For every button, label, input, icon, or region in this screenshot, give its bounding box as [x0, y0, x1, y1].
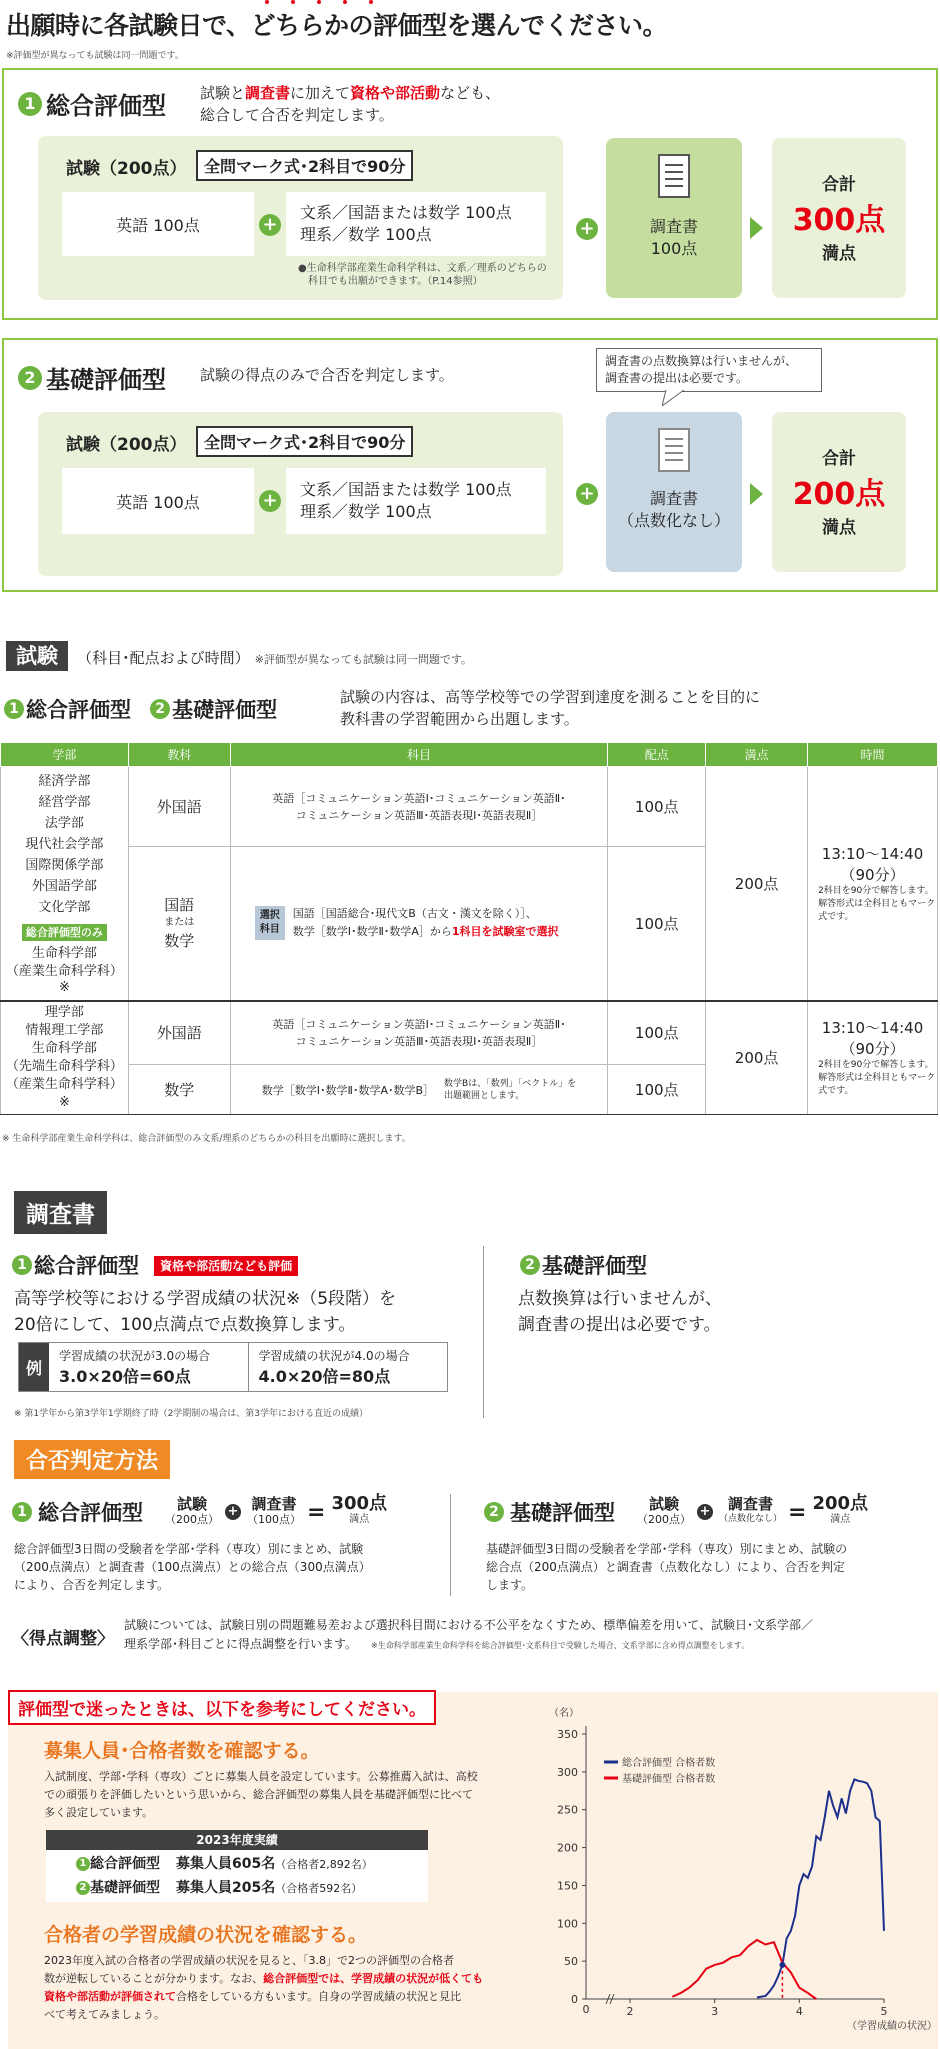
table-header: 教科: [128, 743, 230, 767]
table-header-row: [1, 743, 938, 767]
y-tick-label: 100: [557, 1917, 578, 1931]
table-row: [1, 767, 938, 847]
type1-exam-panel: [38, 136, 563, 300]
y-axis-label: （名）: [549, 1708, 579, 1719]
plus-icon: +: [576, 483, 598, 505]
evaluation-badge: 資格や部活動なども評価: [154, 1256, 298, 1276]
type2-box: [2, 338, 938, 592]
only-type1-badge: 総合評価型のみ: [22, 924, 107, 941]
type2-speech-bubble: 調査書の点数換算は行いませんが、 調査書の提出は必要です。: [596, 348, 822, 392]
faculty-cell-group2: 理学部 情報理工学部 生命科学部 （先端生命科学科） （産業生命科学科）※: [1, 1001, 129, 1115]
type2-heading: [18, 360, 166, 395]
report-type1-description: 高等学校等における学習成績の状況※（5段階）を 20倍にして、100点満点で点数換算します。: [14, 1289, 397, 1335]
type2-number: 2: [18, 366, 42, 390]
type1-report-box: 調査書 100点: [606, 138, 742, 298]
y-tick-label: 250: [557, 1803, 578, 1817]
results-box: [46, 1830, 428, 1902]
table-header: 配点: [608, 743, 706, 767]
report-footnote: ※ 第1学年から第3学年1学期終了時（2学期制の場合は、第3学年における直近の成績）: [14, 1409, 369, 1419]
type2-exam-label: 試験（200点）: [66, 435, 187, 455]
x-tick-label: 3: [711, 2005, 719, 2018]
results-row: 1 総合評価型 募集人員605名（合格者2,892名）: [46, 1850, 428, 1877]
pass-count-chart: [540, 1700, 940, 2049]
subject-category: 数学: [128, 1065, 230, 1115]
table-header: 時間: [808, 743, 938, 767]
type1-exam-label: 試験（200点）: [66, 159, 187, 179]
exam-section-header: 試験 （科目･配点および時間） ※評価型が異なっても試験は同一問題です。: [6, 640, 472, 670]
plus-icon: +: [259, 214, 281, 236]
y-tick-label: 300: [557, 1765, 578, 1779]
type2-report-box: 調査書 （点数化なし）: [606, 412, 742, 572]
points-cell: 100点: [608, 847, 706, 1001]
table-header: 科目: [230, 743, 608, 767]
judge-type1-description: 総合評価型3日間の受験者を学部･学科（専攻）別にまとめ、試験 （200点満点）と調査書（100点満点）との総合点（300点満点） により、合否を判定します。: [14, 1542, 371, 1592]
example-2: 学習成績の状況が4.0の場合 4.0×20倍=80点: [258, 1349, 410, 1386]
type2-total-number: 200点: [792, 477, 886, 512]
page-title: 出願時に各試験日で、どちらかの評価型を選んでください。: [6, 11, 668, 40]
series-line-1: [757, 1779, 884, 1997]
type2-english-box: 英語 100点: [62, 468, 254, 534]
exam-section-description: 試験の内容は、高等学校等での学習到達度を測ることを目的に 教科書の学習範囲から出題します。: [340, 688, 761, 728]
bubble-tail: [662, 390, 692, 408]
x-tick-label: 2: [626, 2005, 634, 2018]
adjust-description: 試験については、試験日別の問題難易差および選択科目間における不公平をなくすため、標準偏差を用いて、試験日･文系学部／ 理系学部･科目ごとに得点調整を行います。 ※生命科学部産業生命科学科を総合評価型･文系科目で受験した場合、文系学部に含め得点調整をします。: [124, 1618, 814, 1651]
table-header: 満点: [706, 743, 808, 767]
type2-exam-panel: [38, 412, 563, 576]
exam-footnote: ※ 生命科学部産業生命科学科は、総合評価型のみ文系/理系のどちらかの科目を出願時に選択します。: [2, 1134, 411, 1144]
type1-description: 試験と調査書に加えて資格や部活動なども、 総合して合否を判定します。: [200, 84, 501, 124]
x-tick-label: 5: [880, 2005, 888, 2018]
judge-type2-description: 基礎評価型3日間の受験者を学部･学科（専攻）別にまとめ、試験の 総合点（200点満点）と調査書（点数化なし）により、合否を判定 します。: [486, 1542, 848, 1592]
y-tick-label: 150: [557, 1879, 578, 1893]
results-year: 2023年度実績: [46, 1830, 428, 1850]
type1-box: [2, 68, 938, 320]
legend-label: 基礎評価型 合格者数: [622, 1774, 716, 1785]
advice-heading-2: 合格者の学習成績の状況を確認する。: [44, 1924, 368, 1946]
y-tick-label: 200: [557, 1841, 578, 1855]
type1-title: 総合評価型: [46, 92, 166, 120]
type1-subject-box: 文系／国語または数学 100点 理系／数学 100点: [286, 192, 546, 256]
divider: [483, 1246, 484, 1418]
advice-paragraph-2: 2023年度入試の合格者の学習成績の状況を見ると、「3.8」で2つの評価型の合格者 数が逆転していることが分かります。なお、総合評価型では、学習成績の状況が低くても 資格や部活動が評価されて合格をしている方もいます。自身の学習成績の状況と見比 べて考えてみましょう。: [44, 1954, 484, 2021]
type1-total-number: 300点: [792, 203, 886, 238]
type2-total-box: 合計 200点 満点: [772, 412, 906, 572]
type1-heading: [18, 86, 166, 121]
adjust-label: 〈得点調整〉: [12, 1629, 114, 1649]
y-tick-label: 350: [557, 1728, 578, 1741]
type1-exam-format: 全問マーク式･2科目で90分: [196, 150, 413, 181]
advice-paragraph-1: 入試制度、学部･学科（専攻）ごとに募集人員を設定しています。公募推薦入試は、高校 での頑張りを評価したいという思いから、総合評価型の募集人員を基礎評価型に比べて 多く設定しています。: [44, 1770, 478, 1819]
exam-section-types: 1 総合評価型 2 基礎評価型: [4, 694, 277, 724]
subject-category: 外国語: [128, 767, 230, 847]
exam-table: [0, 742, 938, 1115]
y-tick-label: 0: [571, 1993, 578, 2006]
table-row: [1, 1001, 938, 1065]
report-type2-description: 点数換算は行いませんが、 調査書の提出は必要です。: [518, 1289, 722, 1335]
judge-section-tag: 合否判定方法: [14, 1440, 170, 1479]
judge-type2-formula: 2 基礎評価型 試験 （200点） + 調査書 （点数化なし） = 200点 満点: [484, 1496, 868, 1528]
full-marks-cell: 200点: [706, 767, 808, 1001]
subject-detail: 選択 科目 国語［国語総合･現代文B（古文・漢文を除く）］、 数学［数学Ⅰ･数学Ⅱ･数学A］から1科目を試験室で選択: [230, 847, 608, 1001]
full-marks-cell: 200点: [706, 1001, 808, 1115]
subject-category: 外国語: [128, 1001, 230, 1065]
x-tick-label: 0: [582, 2003, 590, 2016]
divider: [450, 1494, 451, 1596]
subject-detail: 数学［数学Ⅰ･数学Ⅱ･数学A･数学B］ 数学Bは、「数列」「ベクトル」を 出題範囲とします。: [230, 1065, 608, 1115]
document-icon: [658, 428, 690, 472]
document-icon: [658, 154, 690, 198]
type1-note: ●生命科学部産業生命科学科は、文系／理系のどちらの 科目でも出願ができます。（P.14参照）: [298, 263, 547, 287]
arrow-right-icon: [750, 217, 763, 239]
points-cell: 100点: [608, 767, 706, 847]
type2-exam-format: 全問マーク式･2科目で90分: [196, 426, 413, 457]
judge-type1-formula: 1 総合評価型 試験 （200点） + 調査書 （100点） = 300点 満点: [12, 1496, 387, 1528]
table-header: 学部: [1, 743, 129, 767]
crossover-point: [779, 1962, 785, 1968]
subject-detail: 英語［コミュニケーション英語Ⅰ･コミュニケーション英語Ⅱ･ コミュニケーション英語Ⅲ･英語表現Ⅰ･英語表現Ⅱ］: [230, 1001, 608, 1065]
type1-total-box: 合計 300点 満点: [772, 138, 906, 298]
select-badge: 選択 科目: [255, 906, 285, 940]
time-cell: 13:10〜14:40 （90分） 2科目を90分で解答します。 解答形式は全科目ともマーク式です。: [808, 767, 938, 1001]
type1-english-box: 英語 100点: [62, 192, 254, 256]
faculty-cell-group1: 経済学部 経営学部 法学部 現代社会学部 国際関係学部 外国語学部 文化学部 総合評価型のみ 生命科学部 （産業生命科学科）※: [1, 767, 129, 1001]
advice-title: 評価型で迷ったときは、以下を参考にしてください。: [8, 1690, 436, 1725]
points-cell: 100点: [608, 1065, 706, 1115]
y-tick-label: 50: [564, 1955, 578, 1969]
example-label: 例: [19, 1343, 49, 1391]
report-type1-heading: 1 総合評価型 資格や部活動なども評価: [12, 1250, 298, 1280]
advice-heading-1: 募集人員･合格者数を確認する。: [44, 1740, 320, 1762]
report-section-tag: 調査書: [14, 1191, 107, 1234]
subject-detail: 英語［コミュニケーション英語Ⅰ･コミュニケーション英語Ⅱ･ コミュニケーション英語Ⅲ･英語表現Ⅰ･英語表現Ⅱ］: [230, 767, 608, 847]
type2-description: 試験の得点のみで合否を判定します。: [200, 366, 454, 384]
plus-icon: +: [259, 490, 281, 512]
x-tick-label: 4: [795, 2005, 803, 2018]
type1-number: 1: [18, 92, 42, 116]
report-example-box: [18, 1342, 448, 1392]
emphasis-dots: [261, 0, 401, 8]
points-cell: 100点: [608, 1001, 706, 1065]
type2-title: 基礎評価型: [46, 366, 166, 394]
x-axis-label: （学習成績の状況）: [847, 2021, 937, 2032]
type2-subject-box: 文系／国語または数学 100点 理系／数学 100点: [286, 468, 546, 534]
page-note: ※評価型が異なっても試験は同一問題です。: [6, 51, 184, 61]
time-cell: 13:10〜14:40 （90分） 2科目を90分で解答します。 解答形式は全科目ともマーク式です。: [808, 1001, 938, 1115]
plus-icon: +: [576, 218, 598, 240]
subject-category: 国語 または 数学: [128, 847, 230, 1001]
report-type2-heading: 2 基礎評価型: [520, 1250, 647, 1280]
legend-label: 総合評価型 合格者数: [622, 1758, 716, 1769]
arrow-right-icon: [750, 483, 763, 505]
example-1: 学習成績の状況が3.0の場合 3.0×20倍=60点: [49, 1343, 249, 1391]
series-line-2: [672, 1940, 816, 1999]
exam-section-tag: 試験: [6, 641, 68, 671]
results-row: 2 基礎評価型 募集人員205名（合格者592名）: [46, 1877, 428, 1900]
